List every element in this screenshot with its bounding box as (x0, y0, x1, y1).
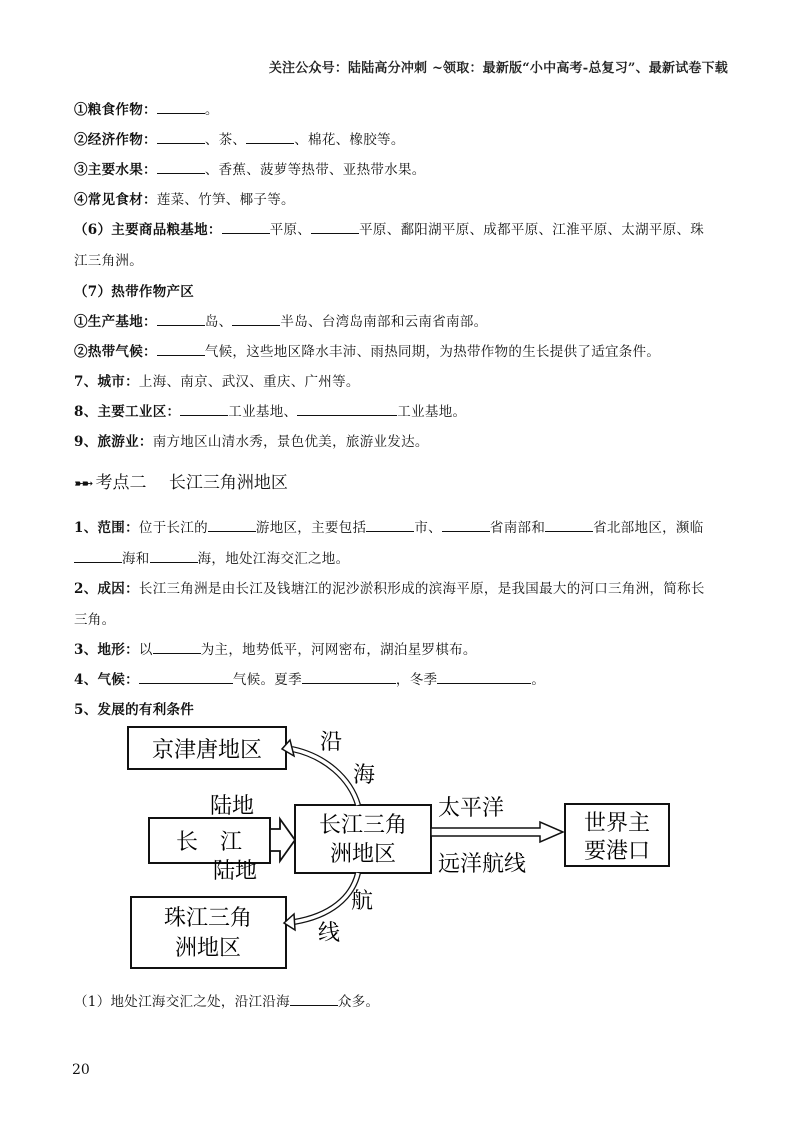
answer-blank (139, 670, 233, 684)
page-number: 20 (72, 1062, 90, 1078)
line-text: 长江三角洲是由长江及钱塘江的泥沙淤积形成的滨海平原，是我国最大的河口三角洲，简称长 (138, 581, 705, 597)
answer-blank (290, 992, 338, 1006)
ocean-arrow (431, 822, 563, 842)
double-arrow-icon: ➼➼ (74, 476, 90, 492)
section-heading (74, 468, 288, 493)
label-ocean-route: 远洋航线 (438, 852, 527, 877)
line-label: ④常见食材： (74, 192, 157, 208)
line-text: 、茶、 (204, 132, 247, 148)
box-yangtze-label: 长 江 (175, 830, 243, 855)
line-terrain (74, 638, 477, 658)
label-hai: 海 (353, 763, 376, 788)
answer-blank (222, 220, 270, 234)
line-label: ③主要水果： (74, 162, 157, 178)
line-label: 7、城市： (74, 374, 139, 390)
line-text: 莲菜、竹笋、椰子等。 (156, 192, 295, 208)
answer-blank (297, 402, 397, 416)
line-condition-1 (74, 990, 379, 1010)
answer-blank (208, 518, 256, 532)
line-text: 省南部和 (489, 520, 546, 536)
line-text: 。 (204, 102, 219, 118)
line-scope-cont (74, 547, 349, 567)
line-text: 平原、鄱阳湖平原、成都平原、江淮平原、太湖平原、珠 (359, 222, 705, 238)
line-label: 1、范围： (74, 520, 139, 536)
label-land-bottom: 陆地 (213, 859, 258, 884)
line-text: 海，地处江海交汇之地。 (197, 551, 350, 567)
answer-blank (180, 402, 228, 416)
page-header: 关注公众号：陆陆高分冲刺 ~领取：最新版“小中高考-总复习”、最新试卷下载 (268, 61, 728, 76)
answer-blank (157, 160, 205, 174)
line-label: 2、成因： (74, 581, 139, 597)
box-jingjintang-label: 京津唐地区 (151, 738, 263, 763)
line-cash-crops (74, 128, 405, 148)
label-hang: 航 (351, 889, 374, 914)
line-tropical-heading (74, 280, 194, 300)
line-label: ①生产基地： (74, 314, 157, 330)
line-text: 江三角洲。 (74, 253, 143, 269)
answer-blank (157, 100, 205, 114)
box-prd-line1: 珠江三角 (163, 906, 253, 931)
answer-blank (153, 640, 201, 654)
coastal-arrow-down (294, 873, 358, 922)
line-text: （1）地处江海交汇之处，沿江沿海 (74, 994, 290, 1010)
line-text: 、棉花、橡胶等。 (294, 132, 405, 148)
label-land-top: 陆地 (210, 794, 255, 819)
land-arrow (270, 819, 295, 861)
line-label: 8、主要工业区： (74, 404, 181, 420)
line-label: 9、旅游业： (74, 434, 153, 450)
box-prd-line2: 洲地区 (174, 936, 242, 961)
coastal-arrow-up (292, 749, 358, 805)
answer-blank (442, 518, 490, 532)
line-text: 位于长江的 (138, 520, 208, 536)
answer-blank (232, 312, 280, 326)
line-text: 半岛、台湾岛南部和云南省南部。 (280, 314, 488, 330)
line-cities (74, 370, 360, 390)
label-xian: 线 (318, 921, 341, 946)
line-cause (74, 577, 705, 597)
line-text: 岛、 (204, 314, 233, 330)
box-yrd-center-line1: 长江三角 (318, 813, 408, 838)
line-text: 气候。夏季 (232, 672, 302, 688)
answer-blank (150, 549, 198, 563)
line-text: ，冬季 (395, 672, 438, 688)
line-text: 工业基地。 (397, 404, 467, 420)
line-production-base (74, 310, 487, 330)
box-world-ports-line2: 要港口 (583, 839, 651, 864)
line-text: 为主，地势低平，河网密布，湖泊星罗棋布。 (200, 642, 477, 658)
development-diagram (120, 718, 680, 988)
line-grain-crops (74, 98, 219, 118)
line-text: 上海、南京、武汉、重庆、广州等。 (138, 374, 360, 390)
answer-blank (157, 342, 205, 356)
line-text: 海和 (122, 551, 150, 567)
line-text: 南方地区山清水秀，景色优美，旅游业发达。 (152, 434, 429, 450)
section-title: 考点二 长江三角洲地区 (95, 473, 288, 493)
line-tourism (74, 430, 429, 450)
line-text: 。 (531, 672, 546, 688)
line-grain-base (74, 218, 704, 238)
line-conditions-heading (74, 698, 194, 718)
line-text: 平原、 (269, 222, 312, 238)
answer-blank (545, 518, 593, 532)
line-label: ②经济作物： (74, 132, 157, 148)
line-grain-base-cont (74, 249, 143, 269)
label-pacific: 太平洋 (438, 796, 505, 821)
line-text: 三角。 (74, 612, 116, 628)
line-label: （7）热带作物产区 (74, 284, 195, 300)
answer-blank (246, 130, 294, 144)
line-text: 工业基地、 (228, 404, 298, 420)
line-food (74, 188, 295, 208)
answer-blank (437, 670, 531, 684)
coastal-arrow-up-inner (292, 749, 358, 805)
label-yan: 沿 (320, 730, 343, 755)
line-cause-cont (74, 608, 115, 628)
line-climate (74, 668, 545, 688)
answer-blank (311, 220, 359, 234)
line-label: ①粮食作物： (74, 102, 157, 118)
line-label: 3、地形： (74, 642, 139, 658)
box-yrd-center-line2: 洲地区 (329, 842, 397, 867)
answer-blank (157, 130, 205, 144)
answer-blank (157, 312, 205, 326)
line-label: 4、气候： (74, 672, 139, 688)
line-text: 气候，这些地区降水丰沛、雨热同期，为热带作物的生长提供了适宜条件。 (204, 344, 661, 360)
box-world-ports-line1: 世界主 (583, 811, 651, 836)
line-scope (74, 516, 704, 536)
line-industry (74, 400, 466, 420)
answer-blank (74, 549, 122, 563)
line-label: 5、发展的有利条件 (74, 702, 195, 718)
line-text: 众多。 (337, 994, 380, 1010)
line-text: 、香蕉、菠萝等热带、亚热带水果。 (204, 162, 426, 178)
answer-blank (302, 670, 396, 684)
line-text: 市、 (414, 520, 442, 536)
line-text: 以 (138, 642, 153, 658)
line-fruits (74, 158, 426, 178)
line-text: 游地区，主要包括 (255, 520, 367, 536)
answer-blank (366, 518, 414, 532)
line-label: （6）主要商品粮基地： (74, 222, 222, 238)
line-tropical-climate (74, 340, 660, 360)
line-label: ②热带气候： (74, 344, 157, 360)
line-text: 省北部地区，濒临 (593, 520, 704, 536)
